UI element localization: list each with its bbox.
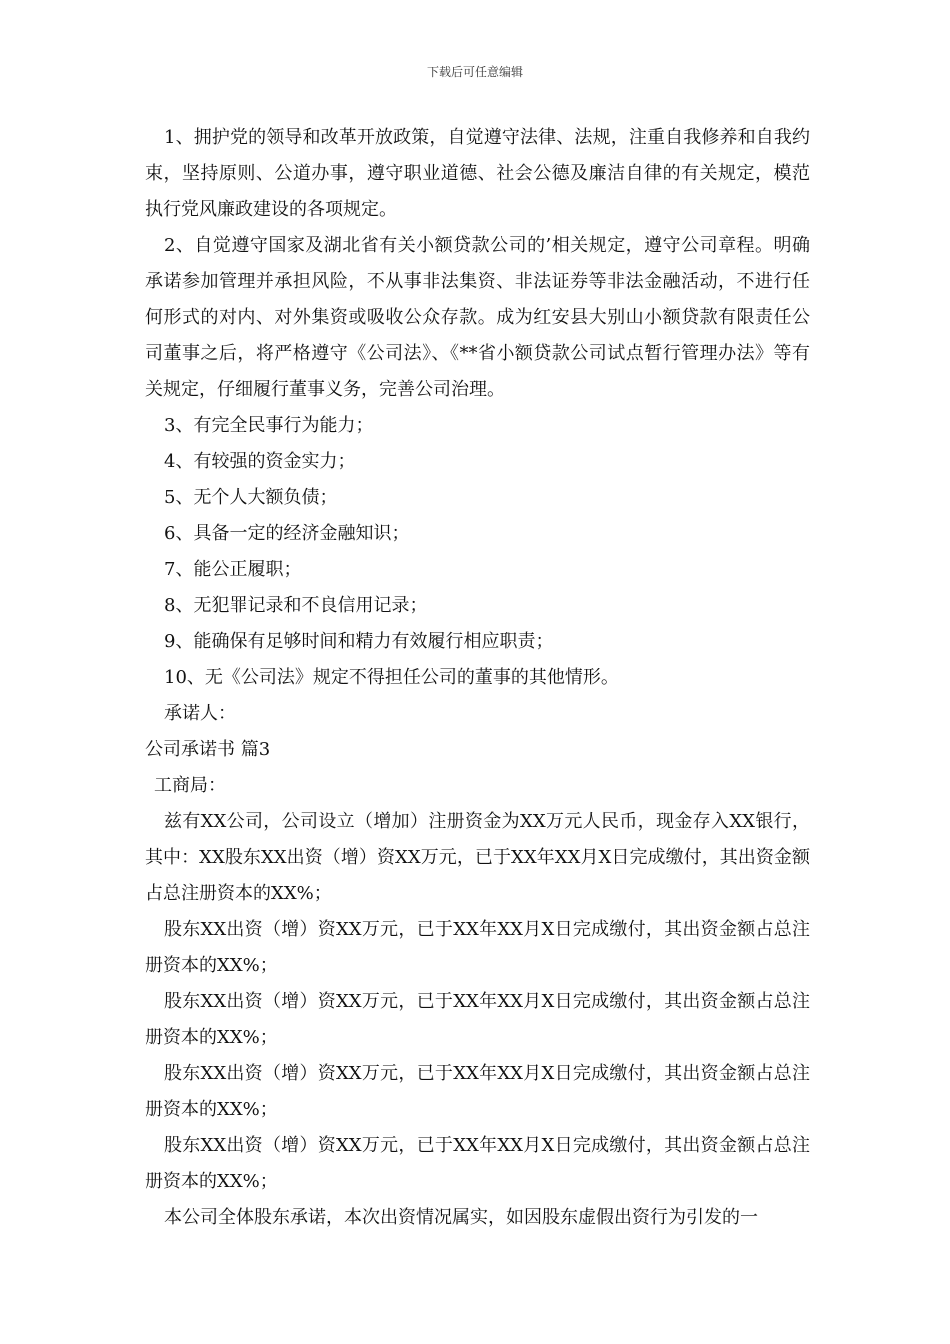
page-header: 下载后可任意编辑 bbox=[426, 65, 523, 79]
paragraph-shareholder-2: 股东XX出资（增）资XX万元，已于XX年XX月X日完成缴付，其出资金额占总注册资本的XX%； bbox=[145, 991, 810, 1048]
paragraph-capital-intro: 兹有XX公司，公司设立（增加）注册资金为XX万元人民币，现金存入XX银行，其中：XX股东XX出资（增）资XX万元，已于XX年XX月X日完成缴付，其出资金额占总注册资本的XX%； bbox=[145, 811, 810, 904]
section-heading: 公司承诺书 篇3 bbox=[145, 739, 271, 760]
paragraph-8: 8、无犯罪记录和不良信用记录； bbox=[164, 595, 428, 616]
paragraph-10: 10、无《公司法》规定不得担任公司的董事的其他情形。 bbox=[164, 667, 619, 688]
paragraph-shareholder-1: 股东XX出资（增）资XX万元，已于XX年XX月X日完成缴付，其出资金额占总注册资本的XX%； bbox=[145, 919, 810, 976]
paragraph-shareholder-3: 股东XX出资（增）资XX万元，已于XX年XX月X日完成缴付，其出资金额占总注册资本的XX%； bbox=[145, 1063, 810, 1120]
paragraph-commitment: 本公司全体股东承诺，本次出资情况属实，如因股东虚假出资行为引发的一 bbox=[164, 1207, 758, 1228]
paragraph-1: 1、拥护党的领导和改革开放政策，自觉遵守法律、法规，注重自我修养和自我约束，坚持原则、公道办事，遵守职业道德、社会公德及廉洁自律的有关规定，模范执行党风廉政建设的各项规定。 bbox=[145, 127, 810, 220]
paragraph-shareholder-4: 股东XX出资（增）资XX万元，已于XX年XX月X日完成缴付，其出资金额占总注册资本的XX%； bbox=[145, 1135, 810, 1192]
paragraph-7: 7、能公正履职； bbox=[164, 559, 302, 580]
paragraph-4: 4、有较强的资金实力； bbox=[164, 451, 356, 472]
paragraph-6: 6、具备一定的经济金融知识； bbox=[164, 523, 410, 544]
paragraph-9: 9、能确保有足够时间和精力有效履行相应职责； bbox=[164, 631, 554, 652]
paragraph-5: 5、无个人大额负债； bbox=[164, 487, 338, 508]
document-body bbox=[145, 120, 810, 1236]
addressee: 工商局： bbox=[154, 775, 226, 796]
paragraph-3: 3、有完全民事行为能力； bbox=[164, 415, 374, 436]
signatory-label: 承诺人： bbox=[164, 703, 236, 724]
paragraph-2: 2、自觉遵守国家及湖北省有关小额贷款公司的’相关规定，遵守公司章程。明确承诺参加管理并承担风险，不从事非法集资、非法证券等非法金融活动，不进行任何形式的对内、对外集资或吸收公众存款。成为红安县大别山小额贷款有限责任公司董事之后，将严格遵守《公司法》、《**省小额贷款公司试点暂行管理办法》等有关规定，仔细履行董事义务，完善公司治理。 bbox=[145, 235, 810, 400]
